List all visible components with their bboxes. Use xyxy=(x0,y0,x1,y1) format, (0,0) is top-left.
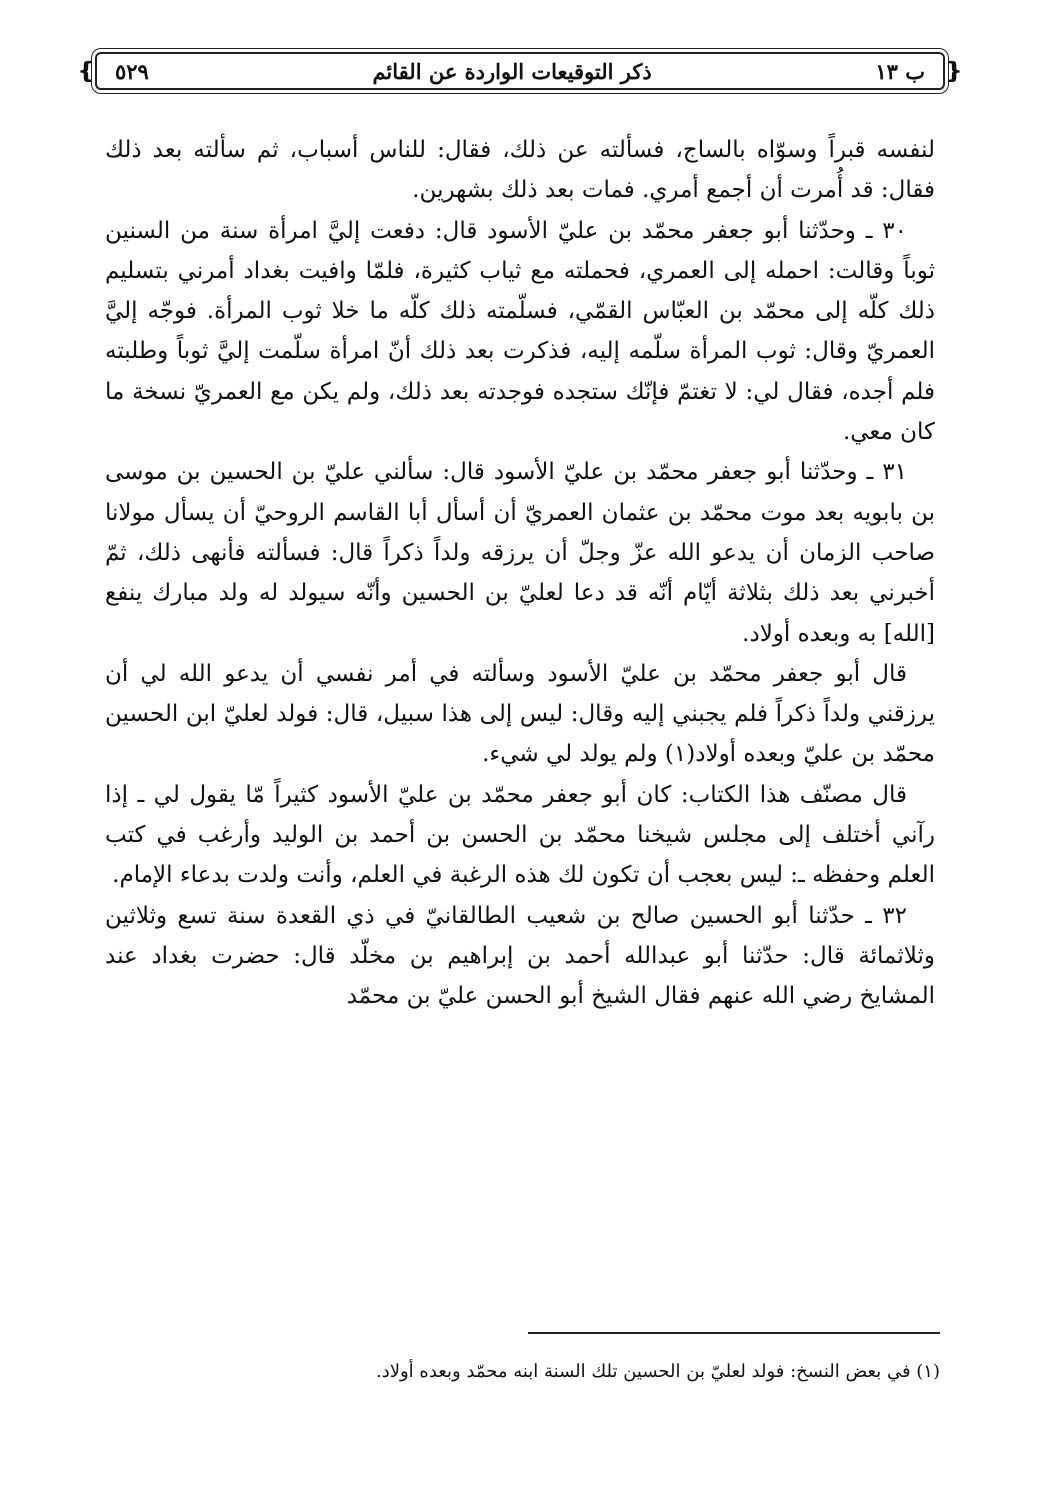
footnote-divider xyxy=(528,1332,940,1334)
paragraph-hadith-31: ٣١ ـ وحدّثنا أبو جعفر محمّد بن عليّ الأسود قال: سألني عليّ بن الحسين بن موسى بن بابويه بعد موت محمّد بن عثمان العمريّ أن أسأل أبا القاسم الروحيّ أن يسأل مولانا صاحب الزمان أن يدعو الله عزّ وجلّ أن يرزقه ولداً ذكراً قال: فسألته فأنهى ذلك، ثمّ أخبرني بعد ذلك بثلاثة أيّام أنّه قد دعا لعليّ بن الحسين وأنّه سيولد له ولد مبارك ينفع [الله] به وبعده أولاد. xyxy=(105,459,935,647)
page-number: ٥٢٩ xyxy=(115,58,149,84)
header-ornament-left-icon: ❵ xyxy=(77,58,96,84)
header-ornament-right-icon: ❴ xyxy=(944,58,963,84)
paragraph-abu-jafar: قال أبو جعفر محمّد بن عليّ الأسود وسألته في أمر نفسي أن يدعو الله لي أن يرزقني ولداً ذكراً فلم يجبني إليه وقال: ليس إلى هذا سبيل، قال: فولد لعليّ ابن الحسين محمّد بن عليّ وبعده أولاد(١) ولم يولد لي شيء. xyxy=(105,660,935,768)
paragraph-hadith-30: ٣٠ ـ وحدّثنا أبو جعفر محمّد بن عليّ الأسود قال: دفعت إليَّ امرأة سنة من السنين ثوباً وقالت: احمله إلى العمري، فحملته مع ثياب كثيرة، فلمّا وافيت بغداد أمرني بتسليم ذلك كلّه إلى محمّد بن العبّاس القمّي، فسلّمته ذلك كلّه ما خلا ثوب المرأة. فوجّه إليَّ العمريّ وقال: ثوب المرأة سلّمه إليه، فذكرت بعد ذلك أنّ امرأة سلّمت إليَّ ثوباً وطلبته فلم أجده، فقال لي: لا تغتمّ فإنّك ستجده فوجدته بعد ذلك، ولم يكن مع العمريّ نسخة ما كان معي. xyxy=(105,217,935,446)
footnote: (١) في بعض النسخ: فولد لعليّ بن الحسين تلك السنة ابنه محمّد وبعده أولاد. xyxy=(375,1361,940,1382)
main-text xyxy=(105,130,935,1017)
paragraph-continuation: لنفسه قبراً وسوّاه بالساج، فسألته عن ذلك، فقال: للناس أسباب، ثم سألته بعد ذلك فقال: قد أُمرت أن أجمع أمري. فمات بعد ذلك بشهرين. xyxy=(105,137,935,204)
paragraph-author-note: قال مصنّف هذا الكتاب: كان أبو جعفر محمّد بن عليّ الأسود كثيراً مّا يقول لي ـ إذا رآني أختلف إلى مجلس شيخنا محمّد بن الحسن بن أحمد بن الوليد وأرغب في كتب العلم وحفظه ـ: ليس بعجب أن تكون لك هذه الرغبة في العلم، وأنت ولدت بدعاء الإمام. xyxy=(105,781,935,889)
chapter-label: ب ١٣ xyxy=(875,58,925,84)
running-title: ذكر التوقيعات الواردة عن القائم xyxy=(372,58,652,84)
running-header xyxy=(77,52,963,90)
paragraph-hadith-32: ٣٢ ـ حدّثنا أبو الحسين صالح بن شعيب الطالقانيّ في ذي القعدة سنة تسع وثلاثين وثلاثمائة قال: حدّثنا أبو عبدالله أحمد بن إبراهيم بن مخلّد قال: حضرت بغداد عند المشايخ رضي الله عنهم فقال الشيخ أبو الحسن عليّ بن محمّد xyxy=(105,902,935,1010)
